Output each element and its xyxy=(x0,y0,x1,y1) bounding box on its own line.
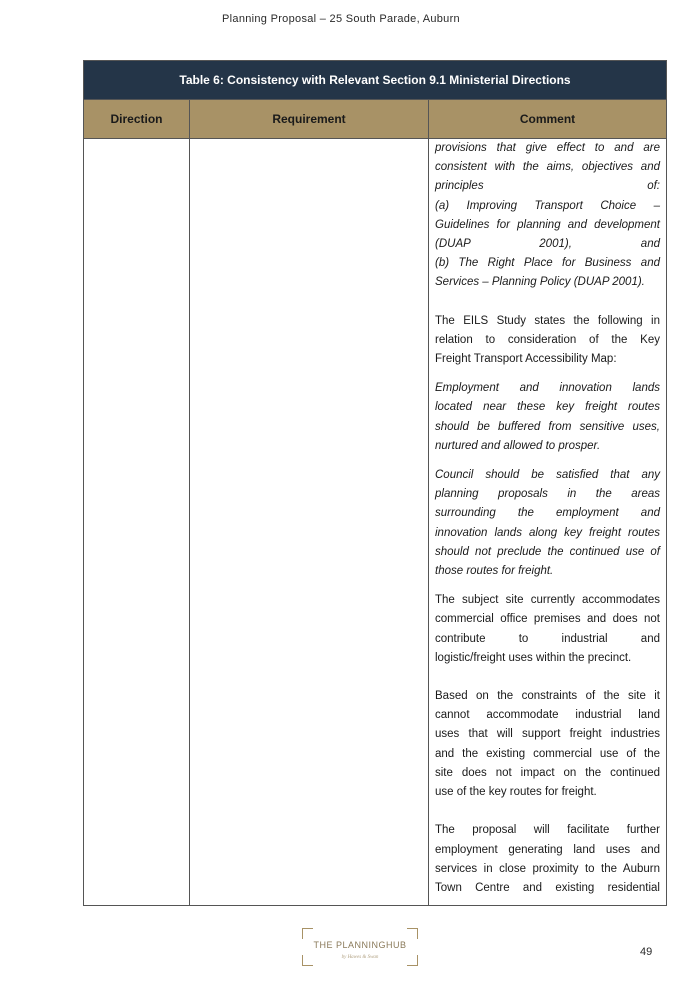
comment-line: The subject site currently accommodates xyxy=(435,594,660,607)
comment-line: services in close proximity to the Auburn xyxy=(435,862,660,875)
logo-tagline: by Hawes & Swan xyxy=(341,955,379,960)
comment-line: employment generating land uses and xyxy=(435,843,660,856)
comment-line: provisions that give effect to and are xyxy=(435,142,660,154)
comment-line: The EILS Study states the following in xyxy=(435,314,660,327)
comment-line: commercial office premises and does not xyxy=(435,613,660,626)
comment-line: relation to consideration of the Key xyxy=(435,333,660,346)
comment-line: should not preclude the continued use of xyxy=(435,545,660,558)
paragraph-gap xyxy=(435,668,660,687)
table-row xyxy=(84,139,666,905)
paragraph-gap xyxy=(435,802,660,821)
comment-line: uses that will support freight industries xyxy=(435,728,660,741)
planning-hub-logo xyxy=(302,928,418,966)
comment-line: (b) The Right Place for Business and xyxy=(435,257,660,270)
comment-line: Based on the constraints of the site it xyxy=(435,690,660,703)
comment-line: should be buffered from sensitive uses, xyxy=(435,420,660,433)
table-title: Table 6: Consistency with Relevant Section 9.1 Ministerial Directions xyxy=(84,61,666,100)
comment-line: nurtured and allowed to prosper. xyxy=(435,439,601,452)
paragraph-gap xyxy=(435,369,660,379)
paragraph-gap xyxy=(435,456,660,466)
requirement-cell xyxy=(190,139,429,905)
comment-line: those routes for freight. xyxy=(435,565,554,578)
comment-line: cannot accommodate industrial land xyxy=(435,709,660,722)
page-number: 49 xyxy=(640,946,653,958)
comment-line: Town Centre and existing residential xyxy=(435,881,660,894)
comment-line: located near these key freight routes xyxy=(435,401,660,414)
comment-line: Guidelines for planning and development xyxy=(435,218,660,231)
logo-text: THE PLANNINGHUB xyxy=(313,940,407,950)
comment-line: contribute to industrial and xyxy=(435,632,660,645)
logo-corner-mark xyxy=(302,928,313,939)
comment-line: principles of: xyxy=(435,180,660,193)
comment-line: Employment and innovation lands xyxy=(435,382,660,395)
column-header-direction: Direction xyxy=(84,100,190,138)
comment-line: surrounding the employment and xyxy=(435,507,660,520)
direction-cell xyxy=(84,139,190,905)
comment-line: The proposal will facilitate further xyxy=(435,824,660,837)
comment-line: and the existing commercial use of the xyxy=(435,747,660,760)
comment-line: consistent with the aims, objectives and xyxy=(435,161,660,174)
column-header-requirement: Requirement xyxy=(190,100,429,138)
paragraph-gap xyxy=(435,581,660,591)
paragraph-gap xyxy=(435,293,660,312)
column-header-comment: Comment xyxy=(519,112,576,126)
comment-line: innovation lands along key freight routes xyxy=(435,526,660,539)
comment-line: (DUAP 2001), and xyxy=(435,238,660,251)
comment-line: Services – Planning Policy (DUAP 2001). xyxy=(435,276,645,289)
comment-line: (a) Improving Transport Choice – xyxy=(435,199,660,212)
comment-cell xyxy=(429,139,666,905)
comment-line: site does not impact on the continued xyxy=(435,766,660,779)
page-header: Planning Proposal – 25 South Parade, Auburn xyxy=(222,13,460,25)
comment-line: use of the key routes for freight. xyxy=(435,786,597,799)
comment-line: Council should be satisfied that any xyxy=(435,469,660,482)
logo-corner-mark xyxy=(407,928,418,939)
comment-line: logistic/freight uses within the precinct. xyxy=(435,651,632,664)
comment-line: Freight Transport Accessibility Map: xyxy=(435,353,617,366)
table-column-headers xyxy=(84,100,666,139)
consistency-table xyxy=(83,60,667,906)
comment-line: planning proposals in the areas xyxy=(435,488,660,501)
